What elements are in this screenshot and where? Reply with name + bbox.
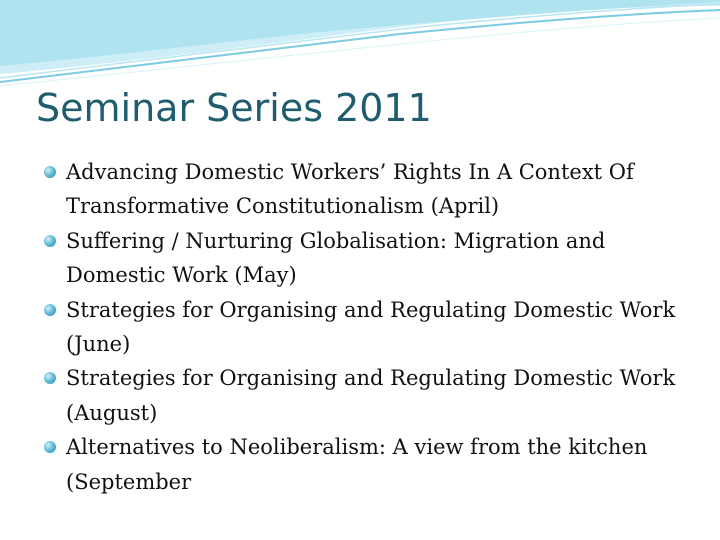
slide-title: Seminar Series 2011 (36, 86, 432, 130)
list-item (44, 293, 694, 362)
bullet-text: Suffering / Nurturing Globalisation: Migration and Domestic Work (May) (66, 228, 606, 288)
list-item (44, 155, 694, 224)
bullet-dot-icon (44, 372, 56, 384)
bullet-text: Alternatives to Neoliberalism: A view from the kitchen (September (66, 435, 648, 494)
bullet-dot-icon (44, 235, 56, 247)
bullet-dot-icon (44, 166, 56, 178)
bullet-dot-icon (44, 441, 56, 453)
list-item (44, 361, 694, 430)
bullet-text: Advancing Domestic Workers’ Rights In A Context Of Transformative Constitutionalism (April) (66, 160, 634, 219)
list-item (44, 430, 694, 499)
bullet-text: Strategies for Organising and Regulating Domestic Work (August) (66, 366, 676, 425)
header-wave-decoration (0, 0, 720, 90)
bullet-list (44, 155, 694, 499)
list-item (44, 224, 694, 293)
bullet-dot-icon (44, 304, 56, 316)
bullet-text: Strategies for Organising and Regulating Domestic Work (June) (66, 297, 676, 357)
